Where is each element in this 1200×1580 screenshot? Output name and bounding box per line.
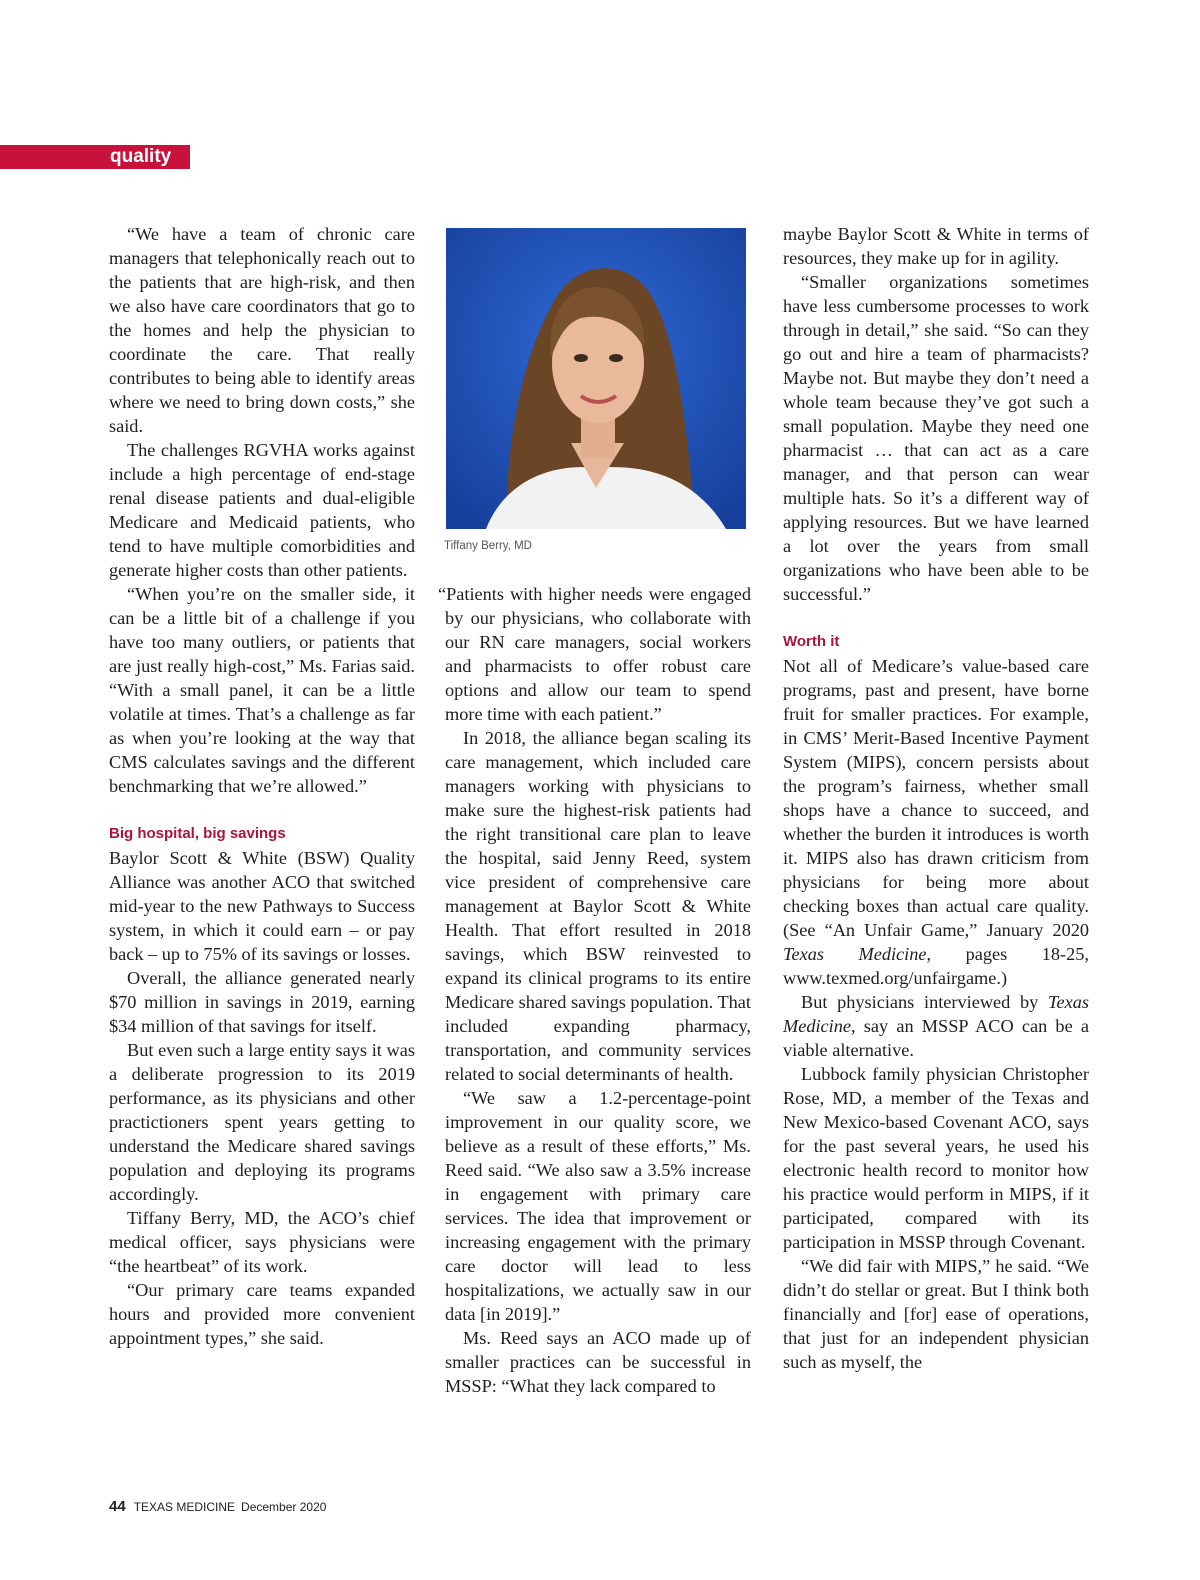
paragraph: “Our primary care teams expanded hours and provided more convenient appointment types,” she said. xyxy=(109,1280,415,1348)
paragraph: But even such a large entity says it was a deliberate progression to its 2019 performance, as its physicians and other practictioners spent years getting to understand the Medicare shared savings population and deploying its programs accordingly. xyxy=(109,1040,415,1204)
paragraph: “We did fair with MIPS,” he said. “We didn’t do stellar or great. But I think both financially and [for] ease of operations, that just for an independent physician such as myself, the xyxy=(783,1256,1089,1372)
portrait-illustration xyxy=(446,228,746,529)
text-run: But physicians interviewed by xyxy=(801,992,1049,1012)
paragraph xyxy=(783,990,1089,1062)
paragraph: Tiffany Berry, MD, the ACO’s chief medical officer, says physicians were “the heartbeat” of its work. xyxy=(109,1208,415,1276)
section-tag xyxy=(0,145,190,169)
paragraph: “We have a team of chronic care managers that telephonically reach out to the patients that are high-risk, and then we also have care coordinators that go to the homes and help the physician to coordinate the care. That really contributes to being able to identify areas where we need to bring down costs,” she said. xyxy=(109,224,415,436)
page-footer xyxy=(109,1498,326,1515)
text-run: , say an MSSP ACO can be a viable alternative. xyxy=(783,1016,1089,1060)
issue-date: December 2020 xyxy=(241,1500,327,1514)
paragraph: In 2018, the alliance began scaling its care management, which included care managers working with physicians to make sure the highest-risk patients had the right transitional care plan to leave the hospital, said Jenny Reed, system vice president of comprehensive care management at Baylor Scott & White Health. That effort resulted in 2018 savings, which BSW reinvested to expand its clinical programs to its entire Medicare shared savings population. That included expanding pharmacy, transportation, and community services related to social determinants of health. xyxy=(445,728,751,1084)
paragraph: “We saw a 1.2-percentage-point improvement in our quality score, we believe as a result of these efforts,” Ms. Reed said. “We also saw a 3.5% increase in engagement with primary care services. The idea that improvement or increasing engagement with the primary care doctor will lead to less hospitalizations, we actually saw in our data [in 2019].” xyxy=(445,1088,751,1324)
subheading-worth-it: Worth it xyxy=(783,633,840,650)
paragraph: Overall, the alliance generated nearly $70 million in savings in 2019, earning $34 million of that savings for itself. xyxy=(109,968,415,1036)
publication-name: Texas Medicine xyxy=(783,944,927,964)
publication-name: Texas Medicine xyxy=(783,992,1089,1036)
article-column-1 xyxy=(109,222,415,1350)
paragraph: Ms. Reed says an ACO made up of smaller practices can be successful in MSSP: “What they lack compared to xyxy=(445,1328,751,1396)
photo-caption: Tiffany Berry, MD xyxy=(444,540,532,552)
paragraph: Lubbock family physician Christopher Rose, MD, a member of the Texas and New Mexico-based Covenant ACO, says for the past several years, he used his electronic health record to monitor how his practice would perform in MIPS, if it participated, compared with its participation in MSSP through Covenant. xyxy=(783,1064,1089,1252)
paragraph: “Patients with higher needs were engaged by our physicians, who collaborate with our RN care managers, social workers and pharmacists to offer robust care options and allow our team to spend more time with each patient.” xyxy=(438,584,751,724)
article-column-3 xyxy=(783,222,1089,1374)
publication-title: TEXAS MEDICINE xyxy=(133,1500,236,1514)
page-number: 44 xyxy=(109,1498,126,1515)
section-label: quality xyxy=(110,146,172,167)
text-run: Not all of Medicare’s value-based care programs, past and present, have borne fruit for smaller practices. For example, in CMS’ Merit-Based Incentive Payment System (MIPS), concern persists about the program’s fairness, whether small shops have a chance to succeed, and whether the burden it introduces is worth it. MIPS also has drawn criticism from physicians for being more about checking boxes than actual care quality. (See “An Unfair Game,” January 2020 xyxy=(783,656,1089,940)
paragraph xyxy=(783,654,1089,990)
portrait-photo xyxy=(446,228,746,529)
paragraph: Baylor Scott & White (BSW) Quality Alliance was another ACO that switched mid-year to the new Pathways to Success system, in which it could earn – or pay back – up to 75% of its savings or losses. xyxy=(109,848,415,964)
paragraph: “When you’re on the smaller side, it can be a little bit of a challenge if you have too many outliers, or patients that are just really high-cost,” Ms. Farias said. “With a small panel, it can be a little volatile at times. That’s a challenge as far as when you’re looking at the way that CMS calculates savings and the different benchmarking that we’re allowed.” xyxy=(109,584,415,796)
paragraph: “Smaller organizations sometimes have less cumbersome processes to work through in detail,” she said. “So can they go out and hire a team of pharmacists? Maybe not. But maybe they don’t need a whole team because they’ve got such a small population. Maybe they need one pharmacist … that can act as a care manager, and that person can wear multiple hats. So it’s a different way of applying resources. But we have learned a lot over the years from small organizations who have been able to be successful.” xyxy=(783,272,1089,604)
paragraph: The challenges RGVHA works against include a high percentage of end-stage renal disease patients and dual-eligible Medicare and Medicaid patients, who tend to have multiple comorbidities and generate higher costs than other patients. xyxy=(109,440,415,580)
paragraph: maybe Baylor Scott & White in terms of resources, they make up for in agility. xyxy=(783,224,1089,268)
text-run: , pages 18-25, www.texmed.org/unfairgame.) xyxy=(783,944,1089,988)
article-column-2 xyxy=(438,582,751,1398)
subheading-big-hospital: Big hospital, big savings xyxy=(109,825,286,842)
